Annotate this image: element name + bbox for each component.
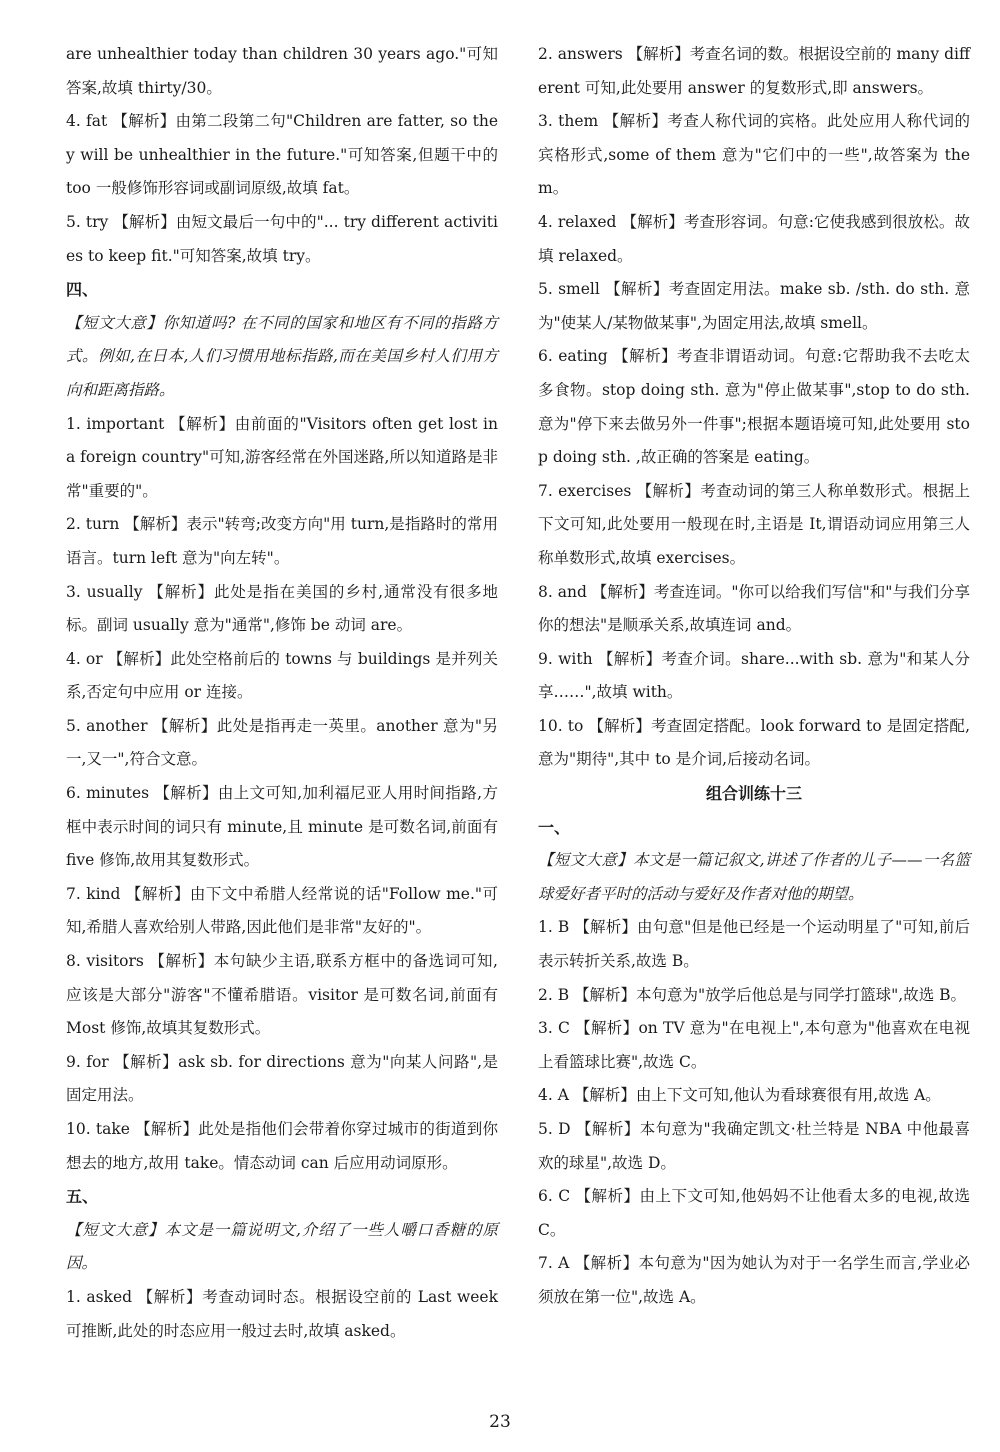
answer-paragraph: 9. with 【解析】考查介词。share...with sb. 意为"和某人分享……",故填 with。: [538, 649, 970, 702]
answer-paragraph: 2. answers 【解析】考查名词的数。根据设空前的 many different 可知,此处要用 answer 的复数形式,即 answers。: [538, 45, 970, 97]
answer-paragraph: 7. kind 【解析】由下文中希腊人经常说的话"Follow me."可知,希腊人喜欢给别人带路,因此他们是非常"友好的"。: [66, 884, 498, 937]
answer-paragraph: 4. A 【解析】由上下文可知,他认为看球赛很有用,故选 A。: [538, 1086, 941, 1105]
answer-paragraph: 4. relaxed 【解析】考查形容词。句意:它使我感到很放松。故填 relaxed。: [538, 212, 970, 265]
answer-paragraph: 2. B 【解析】本句意为"放学后他总是与同学打篮球",故选 B。: [538, 985, 967, 1004]
answer-paragraph: are unhealthier today than children 30 years ago."可知答案,故填 thirty/30。: [66, 45, 498, 97]
answer-paragraph: 2. turn 【解析】表示"转弯;改变方向"用 turn,是指路时的常用语言。turn left 意为"向左转"。: [66, 515, 498, 567]
answer-paragraph: 3. usually 【解析】此处是指在美国的乡村,通常没有很多地标。副词 usually 意为"通常",修饰 be 动词 are。: [66, 582, 498, 635]
left-column: [66, 38, 498, 1348]
answer-paragraph: 6. eating 【解析】考查非谓语动词。句意:它帮助我不去吃太多食物。stop doing sth. 意为"停止做某事",stop to do sth. 意为"停下来去做另外一件事";根据本题语境可知,此处要用 stop doing sth. ,故正确的答案是 eating。: [538, 347, 970, 467]
passage-summary: 【短文大意】你知道吗? 在不同的国家和地区有不同的指路方式。例如,在日本,人们习惯用地标指路,而在美国乡村人们用方向和距离指路。: [66, 313, 498, 399]
section-heading: 一、: [538, 817, 571, 837]
section-heading: 四、: [66, 280, 99, 300]
answer-paragraph: 5. D 【解析】本句意为"我确定凯文·杜兰特是 NBA 中他最喜欢的球星",故选 D。: [538, 1120, 970, 1172]
answer-paragraph: 10. take 【解析】此处是指他们会带着你穿过城市的街道到你想去的地方,故用 take。情态动词 can 后应用动词原形。: [66, 1120, 498, 1172]
answer-paragraph: 6. C 【解析】由上下文可知,他妈妈不让他看太多的电视,故选 C。: [538, 1187, 970, 1239]
answer-paragraph: 5. try 【解析】由短文最后一句中的"... try different activities to keep fit."可知答案,故填 try。: [66, 212, 498, 265]
answer-paragraph: 1. asked 【解析】考查动词时态。根据设空前的 Last week 可推断,此处的时态应用一般过去时,故填 asked。: [66, 1287, 498, 1340]
answer-paragraph: 4. or 【解析】此处空格前后的 towns 与 buildings 是并列关系,否定句中应用 or 连接。: [66, 649, 498, 702]
answer-paragraph: 3. C 【解析】on TV 意为"在电视上",本句意为"他喜欢在电视上看篮球比赛",故选 C。: [538, 1019, 970, 1071]
answer-paragraph: 6. minutes 【解析】由上文可知,加利福尼亚人用时间指路,方框中表示时间的词只有 minute,且 minute 是可数名词,前面有 five 修饰,故用其复数形式。: [66, 784, 498, 870]
answer-paragraph: 8. and 【解析】考查连词。"你可以给我们写信"和"与我们分享你的想法"是顺承关系,故填连词 and。: [538, 582, 970, 635]
answer-paragraph: 1. important 【解析】由前面的"Visitors often get lost in a foreign country"可知,游客经常在外国迷路,所以知道路是非常"重要的"。: [66, 414, 498, 500]
passage-summary: 【短文大意】本文是一篇记叙文,讲述了作者的儿子——一名篮球爱好者平时的活动与爱好及作者对他的期望。: [538, 851, 970, 903]
answer-paragraph: 8. visitors 【解析】本句缺少主语,联系方框中的备选词可知,应该是大部分"游客"不懂希腊语。visitor 是可数名词,前面有 Most 修饰,故填其复数形式。: [66, 952, 498, 1038]
page-number: 23: [489, 1412, 511, 1432]
answer-paragraph: 10. to 【解析】考查固定搭配。look forward to 是固定搭配,意为"期待",其中 to 是介词,后接动名词。: [538, 716, 970, 769]
answer-paragraph: 7. exercises 【解析】考查动词的第三人称单数形式。根据上下文可知,此处要用一般现在时,主语是 It,谓语动词应用第三人称单数形式,故填 exercises。: [538, 481, 970, 567]
answer-paragraph: 3. them 【解析】考查人称代词的宾格。此处应用人称代词的宾格形式,some of them 意为"它们中的一些",故答案为 them。: [538, 112, 970, 198]
section-heading: 五、: [66, 1187, 99, 1207]
answer-paragraph: 4. fat 【解析】由第二段第二句"Children are fatter, so they will be unhealthier in the future."可知答案,但题干中的 too 一般修饰形容词或副词原级,故填 fat。: [66, 112, 498, 198]
right-column: [538, 38, 970, 1315]
answer-paragraph: 7. A 【解析】本句意为"因为她认为对于一名学生而言,学业必须放在第一位",故选 A。: [538, 1254, 970, 1306]
answer-paragraph: 1. B 【解析】由句意"但是他已经是一个运动明星了"可知,前后表示转折关系,故选 B。: [538, 918, 970, 971]
training-title: 组合训练十三: [705, 784, 802, 804]
answer-paragraph: 5. another 【解析】此处是指再走一英里。another 意为"另一,又一",符合文意。: [66, 716, 498, 769]
answer-paragraph: 5. smell 【解析】考查固定用法。make sb. /sth. do sth. 意为"使某人/某物做某事",为固定用法,故填 smell。: [538, 280, 970, 332]
passage-summary: 【短文大意】本文是一篇说明文,介绍了一些人嚼口香糖的原因。: [66, 1220, 498, 1273]
answer-paragraph: 9. for 【解析】ask sb. for directions 意为"向某人问路",是固定用法。: [66, 1052, 498, 1105]
